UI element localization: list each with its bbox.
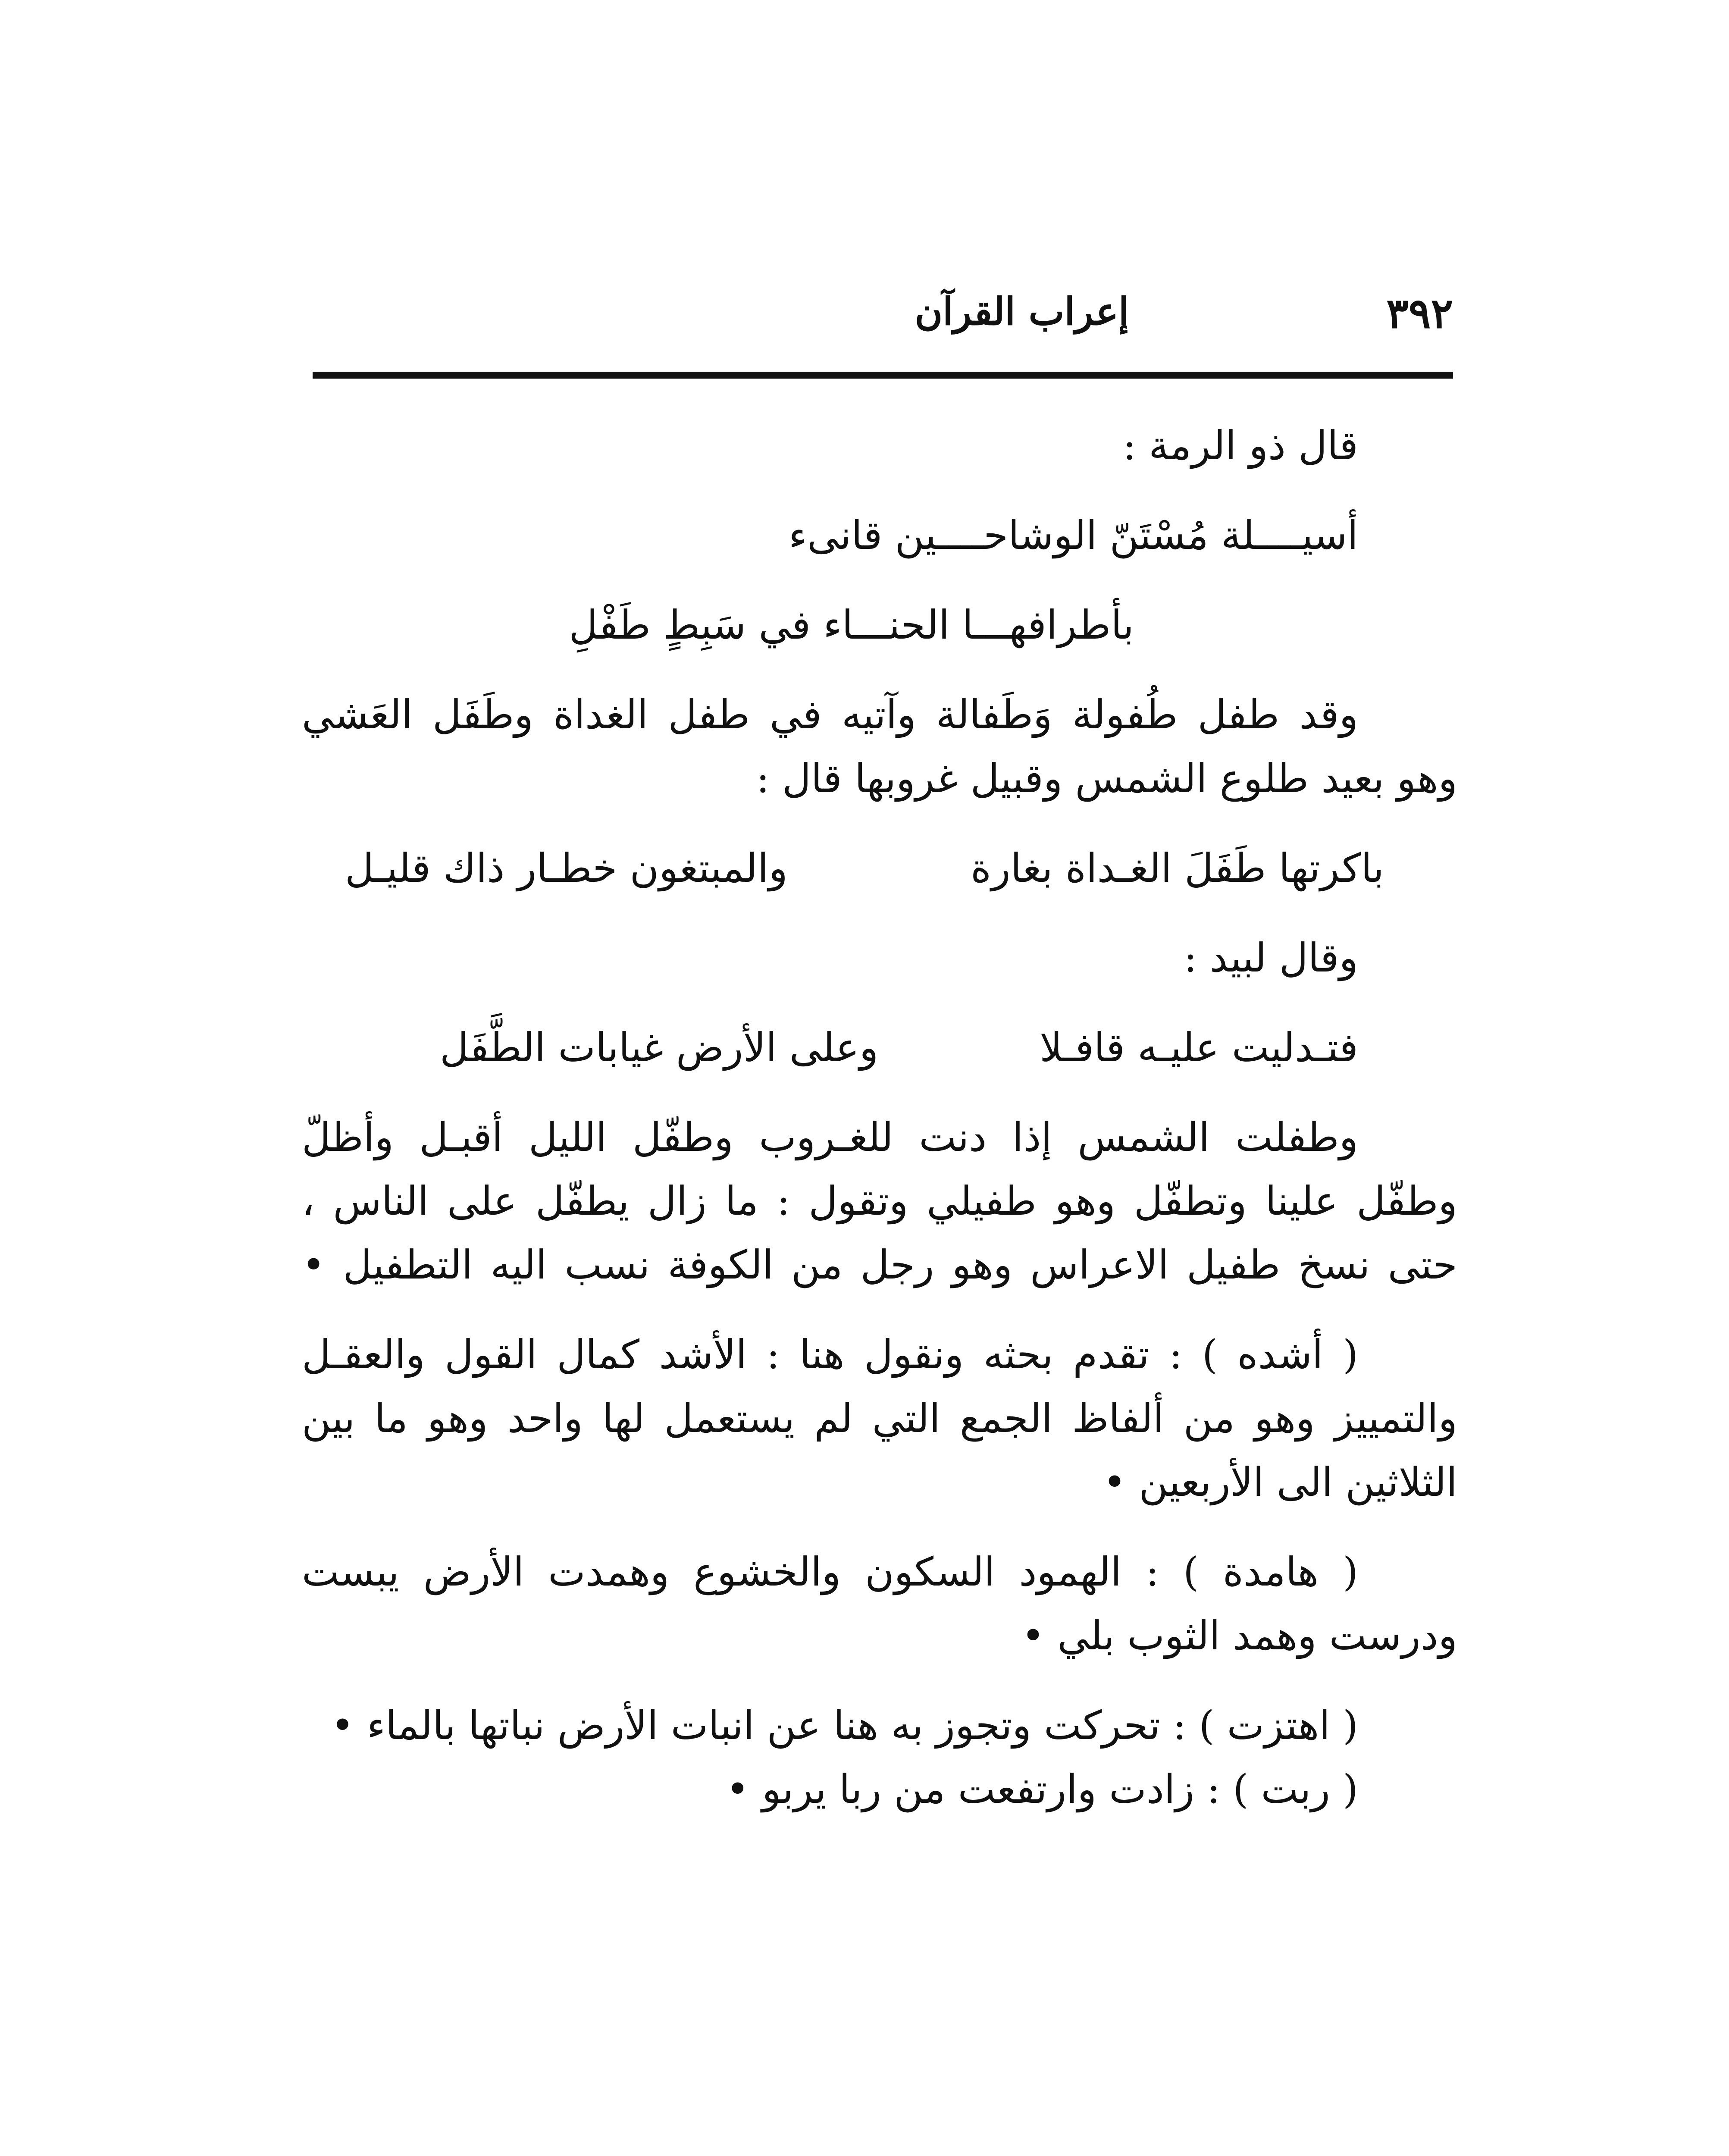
verse-hemistich: باكرتها طَفَلَ الغـداة بغارة xyxy=(970,845,1384,891)
text-line: وطفلت الشمس إذا دنت للغـروب وطفّل الليل أقبـل وأظلّ xyxy=(302,1114,1358,1160)
verse-line: أسيــــلة مُسْتَنّ الوشاحــــين قانىء xyxy=(788,512,1358,558)
text-line: وطفّل علينا وتطفّل وهو طفيلي وتقول : ما زال يطفّل على الناس ، xyxy=(302,1178,1457,1224)
verse-row xyxy=(302,1016,1457,1080)
verse-row xyxy=(302,837,1457,900)
verse-block xyxy=(302,504,1457,657)
page-header xyxy=(310,276,1453,362)
page-body xyxy=(302,414,1457,1821)
text-line: وقد طفل طُفولة وَطَفالة وآتيه في طفل الغداة وطَفَل العَشي xyxy=(302,692,1358,738)
text-line: الثلاثين الى الأربعين • xyxy=(1103,1459,1457,1505)
verse-hemistich: فتـدليت عليـه قافـلا xyxy=(1040,1025,1358,1071)
page-number: ٣٩٢ xyxy=(1386,289,1453,338)
text-line: وقال لبيد : xyxy=(1184,935,1358,981)
text-line: ( ربت ) : زادت وارتفعت من ربا يربو • xyxy=(726,1766,1358,1812)
text-line: ( اهتزت ) : تحركت وتجوز به هنا عن انبات الأرض نباتها بالماء • xyxy=(331,1702,1358,1749)
text-line: وهو بعيد طلوع الشمس وقبيل غروبها قال : xyxy=(756,755,1457,802)
verse-hemistich: وعلى الأرض غيابات الطَّفَل xyxy=(440,1025,879,1071)
text-line: ( هامدة ) : الهمود السكون والخشوع وهمدت الأرض يبست xyxy=(302,1549,1358,1595)
text-line: والتمييز وهو من ألفاظ الجمع التي لم يستعمل لها واحد وهو ما بين xyxy=(302,1395,1457,1442)
running-title: إعراب القرآن xyxy=(915,289,1129,334)
text-line: ( أشده ) : تقدم بحثه ونقول هنا : الأشد كمال القول والعقـل xyxy=(302,1332,1358,1378)
text-line: ودرست وهمد الثوب بلي • xyxy=(1021,1613,1457,1659)
header-rule xyxy=(313,372,1453,379)
text-line: قال ذو الرمة : xyxy=(1123,423,1358,469)
text-line: حتى نسخ طفيل الاعراس وهو رجل من الكوفة نسب اليه التطفيل • xyxy=(302,1242,1457,1288)
verse-hemistich: والمبتغون خطـار ذاك قليـل xyxy=(345,845,788,891)
verse-line: بأطرافهـــا الحنـــاء في سَبِطٍ طَفْلِ xyxy=(569,602,1134,648)
